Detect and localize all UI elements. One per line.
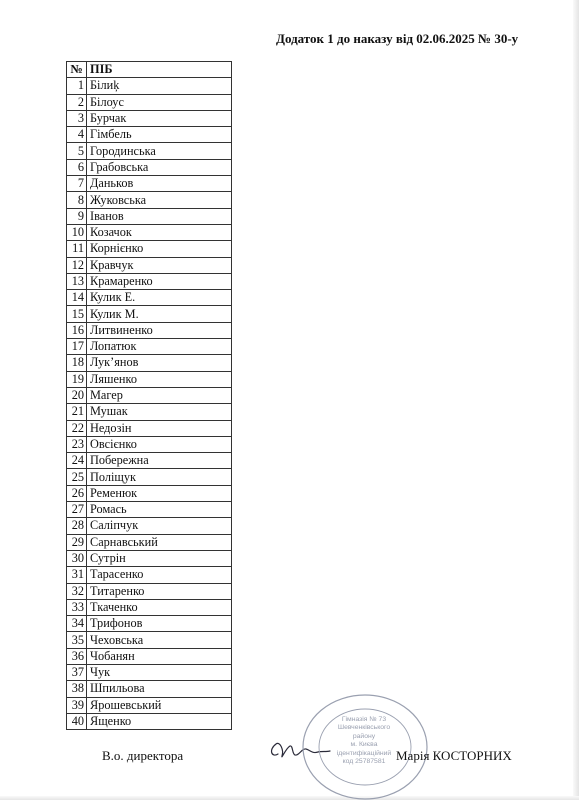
row-name: Ткаченко [87, 599, 232, 615]
row-number: 26 [67, 485, 87, 501]
row-number: 27 [67, 502, 87, 518]
signatory-role: В.о. директора [102, 748, 184, 763]
row-number: 15 [67, 306, 87, 322]
row-name: Ященко [87, 713, 232, 729]
table-row [67, 583, 232, 599]
row-name: Грабовська [87, 159, 232, 175]
row-name: Литвиненко [87, 322, 232, 338]
row-name: Корнієнко [87, 241, 232, 257]
table-row [67, 632, 232, 648]
row-name: Шпильова [87, 681, 232, 697]
names-table [66, 61, 232, 730]
row-number: 36 [67, 648, 87, 664]
table-row [67, 404, 232, 420]
table-row [67, 224, 232, 240]
row-name: Мушак [87, 404, 232, 420]
row-name: Поліщук [87, 469, 232, 485]
row-name: Іванов [87, 208, 232, 224]
table-row [67, 94, 232, 110]
row-name: Магер [87, 387, 232, 403]
row-number: 7 [67, 176, 87, 192]
row-number: 13 [67, 273, 87, 289]
row-name: Чеховська [87, 632, 232, 648]
row-number: 9 [67, 208, 87, 224]
stamp-line: району [352, 732, 376, 740]
row-number: 8 [67, 192, 87, 208]
row-name: Кравчук [87, 257, 232, 273]
table-row [67, 664, 232, 680]
row-number: 31 [67, 567, 87, 583]
row-number: 10 [67, 224, 87, 240]
table-row [67, 371, 232, 387]
row-name: Ременюк [87, 485, 232, 501]
table-row [67, 176, 232, 192]
row-number: 32 [67, 583, 87, 599]
table-row [67, 387, 232, 403]
table-row [67, 616, 232, 632]
row-number: 24 [67, 453, 87, 469]
table-row [67, 78, 232, 94]
table-row [67, 469, 232, 485]
row-name: Даньков [87, 176, 232, 192]
table-row [67, 110, 232, 126]
table-row [67, 127, 232, 143]
row-name: Козачок [87, 224, 232, 240]
row-number: 5 [67, 143, 87, 159]
row-number: 29 [67, 534, 87, 550]
table-row [67, 306, 232, 322]
table-row [67, 681, 232, 697]
row-number: 35 [67, 632, 87, 648]
row-number: 30 [67, 550, 87, 566]
stamp-text [326, 716, 402, 766]
row-number: 38 [67, 681, 87, 697]
row-name: Лук’янов [87, 355, 232, 371]
table-row [67, 273, 232, 289]
row-number: 34 [67, 616, 87, 632]
row-name: Титаренко [87, 583, 232, 599]
row-name: Трифонов [87, 616, 232, 632]
row-number: 25 [67, 469, 87, 485]
row-number: 28 [67, 518, 87, 534]
table-row [67, 208, 232, 224]
table-row [67, 567, 232, 583]
row-number: 6 [67, 159, 87, 175]
row-name: Кулик М. [87, 306, 232, 322]
row-name: Крамаренко [87, 273, 232, 289]
table-row [67, 648, 232, 664]
table-row [67, 485, 232, 501]
row-name: Тарасенко [87, 567, 232, 583]
table-row [67, 339, 232, 355]
table-row [67, 322, 232, 338]
row-number: 40 [67, 713, 87, 729]
page-bottom-shadow [0, 796, 579, 800]
row-name: Білоус [87, 94, 232, 110]
row-number: 33 [67, 599, 87, 615]
table-row [67, 290, 232, 306]
row-name: Чобанян [87, 648, 232, 664]
row-name: Сарнавський [87, 534, 232, 550]
row-name: Саліпчук [87, 518, 232, 534]
row-number: 17 [67, 339, 87, 355]
row-number: 2 [67, 94, 87, 110]
table-row [67, 436, 232, 452]
row-name: Сутрін [87, 550, 232, 566]
table-row [67, 257, 232, 273]
row-number: 4 [67, 127, 87, 143]
row-number: 20 [67, 387, 87, 403]
row-number: 18 [67, 355, 87, 371]
table-row [67, 241, 232, 257]
row-number: 1 [67, 78, 87, 94]
row-number: 3 [67, 110, 87, 126]
column-header-number: № [67, 62, 87, 78]
table-row [67, 453, 232, 469]
stamp-line: ідентифікаційний [336, 749, 392, 757]
stamp-line: м. Києва [350, 741, 378, 749]
stamp-line: код 25787581 [342, 758, 386, 766]
signatory-name: Марія КОСТОРНИХ [396, 748, 512, 763]
row-name: Гімбель [87, 127, 232, 143]
table-row [67, 143, 232, 159]
row-number: 12 [67, 257, 87, 273]
row-name: Овсієнко [87, 436, 232, 452]
row-number: 14 [67, 290, 87, 306]
row-number: 21 [67, 404, 87, 420]
row-number: 11 [67, 241, 87, 257]
table-row [67, 159, 232, 175]
table-row [67, 192, 232, 208]
row-number: 37 [67, 664, 87, 680]
page-edge-shadow [573, 0, 579, 800]
table-row [67, 697, 232, 713]
row-number: 19 [67, 371, 87, 387]
row-number: 23 [67, 436, 87, 452]
row-name: Ляшенко [87, 371, 232, 387]
document-header: Додаток 1 до наказу від 02.06.2025 № 30-у [276, 31, 519, 46]
row-name: Лопатюк [87, 339, 232, 355]
table-row [67, 713, 232, 729]
table-row [67, 550, 232, 566]
row-number: 22 [67, 420, 87, 436]
table-row [67, 599, 232, 615]
row-name: Чук [87, 664, 232, 680]
table-row [67, 534, 232, 550]
row-name: Кулик Е. [87, 290, 232, 306]
stamp-line: Шевченківського [337, 724, 391, 732]
table-row [67, 420, 232, 436]
table-row [67, 502, 232, 518]
table-row [67, 355, 232, 371]
row-name: Ромась [87, 502, 232, 518]
table-header-row [67, 62, 232, 78]
row-name: Жуковська [87, 192, 232, 208]
row-name: Побережна [87, 453, 232, 469]
column-header-name: ПІБ [87, 62, 232, 78]
table-row [67, 518, 232, 534]
row-name: Бурчак [87, 110, 232, 126]
row-name: Городинська [87, 143, 232, 159]
row-name: Ярошевський [87, 697, 232, 713]
row-name: Білиķ [87, 78, 232, 94]
stamp-line: Гімназія № 73 [341, 716, 387, 723]
row-name: Недозін [87, 420, 232, 436]
row-number: 16 [67, 322, 87, 338]
row-number: 39 [67, 697, 87, 713]
